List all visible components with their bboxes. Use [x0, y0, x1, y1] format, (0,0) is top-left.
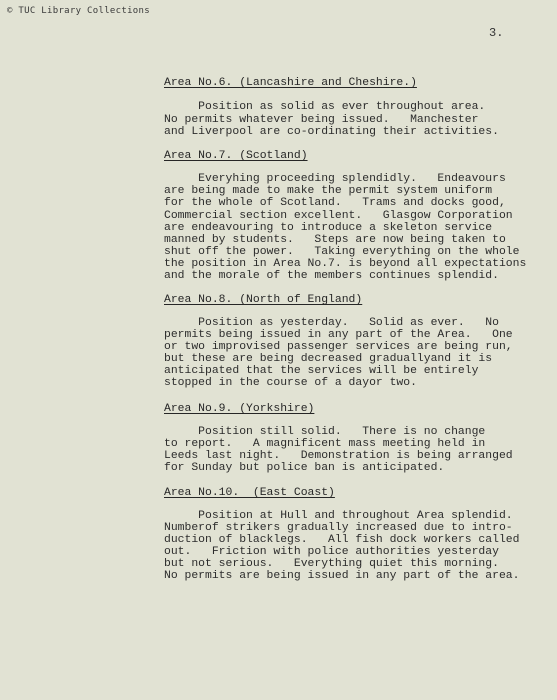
section-line: out. Friction with police authorities yesterday	[164, 546, 499, 558]
section-line: manned by students. Steps are now being taken to	[164, 234, 506, 246]
section-line: No permits whatever being issued. Manchester	[164, 114, 479, 126]
section-line: Commercial section excellent. Glasgow Corporation	[164, 210, 513, 222]
section-line: Leeds last night. Demonstration is being arranged	[164, 450, 513, 462]
section-line: and the morale of the members continues splendid.	[164, 270, 499, 282]
section-line: or two improvised passenger services are being run,	[164, 341, 513, 353]
page-number: 3.	[489, 26, 504, 40]
section-heading-area-6: Area No.6. (Lancashire and Cheshire.)	[164, 77, 417, 89]
section-heading-area-9: Area No.9. (Yorkshire)	[164, 403, 315, 415]
section-line: for Sunday but police ban is anticipated.	[164, 462, 445, 474]
section-line: Position at Hull and throughout Area splendid.	[164, 510, 513, 522]
section-line: and Liverpool are co-ordinating their activities.	[164, 126, 499, 138]
section-line: to report. A magnificent mass meeting held in	[164, 438, 486, 450]
section-line: Position as yesterday. Solid as ever. No	[164, 317, 499, 329]
section-line: Position still solid. There is no change	[164, 426, 486, 438]
section-line: but not serious. Everything quiet this morning.	[164, 558, 499, 570]
section-line: for the whole of Scotland. Trams and docks good,	[164, 197, 506, 209]
watermark: © TUC Library Collections	[7, 6, 150, 16]
section-heading-area-8: Area No.8. (North of England)	[164, 294, 363, 306]
section-line: Everyhing proceeding splendidly. Endeavours	[164, 173, 506, 185]
section-line: but these are being decreased graduallyand it is	[164, 353, 493, 365]
section-line: permits being issued in any part of the Area. One	[164, 329, 513, 341]
section-line: Numberof strikers gradually increased due to intro-	[164, 522, 513, 534]
section-line: anticipated that the services will be entirely	[164, 365, 479, 377]
section-line: are endeavouring to introduce a skeleton service	[164, 222, 493, 234]
section-line: are being made to make the permit system uniform	[164, 185, 493, 197]
section-heading-area-10: Area No.10. (East Coast)	[164, 487, 335, 499]
section-line: shut off the power. Taking everything on the whole	[164, 246, 520, 258]
section-line: Position as solid as ever throughout area.	[164, 101, 486, 113]
section-line: the position in Area No.7. is beyond all expectations	[164, 258, 527, 270]
section-line: No permits are being issued in any part of the area.	[164, 570, 520, 582]
section-heading-area-7: Area No.7. (Scotland)	[164, 150, 308, 162]
section-line: stopped in the course of a dayor two.	[164, 377, 417, 389]
section-line: duction of blacklegs. All fish dock workers called	[164, 534, 520, 546]
